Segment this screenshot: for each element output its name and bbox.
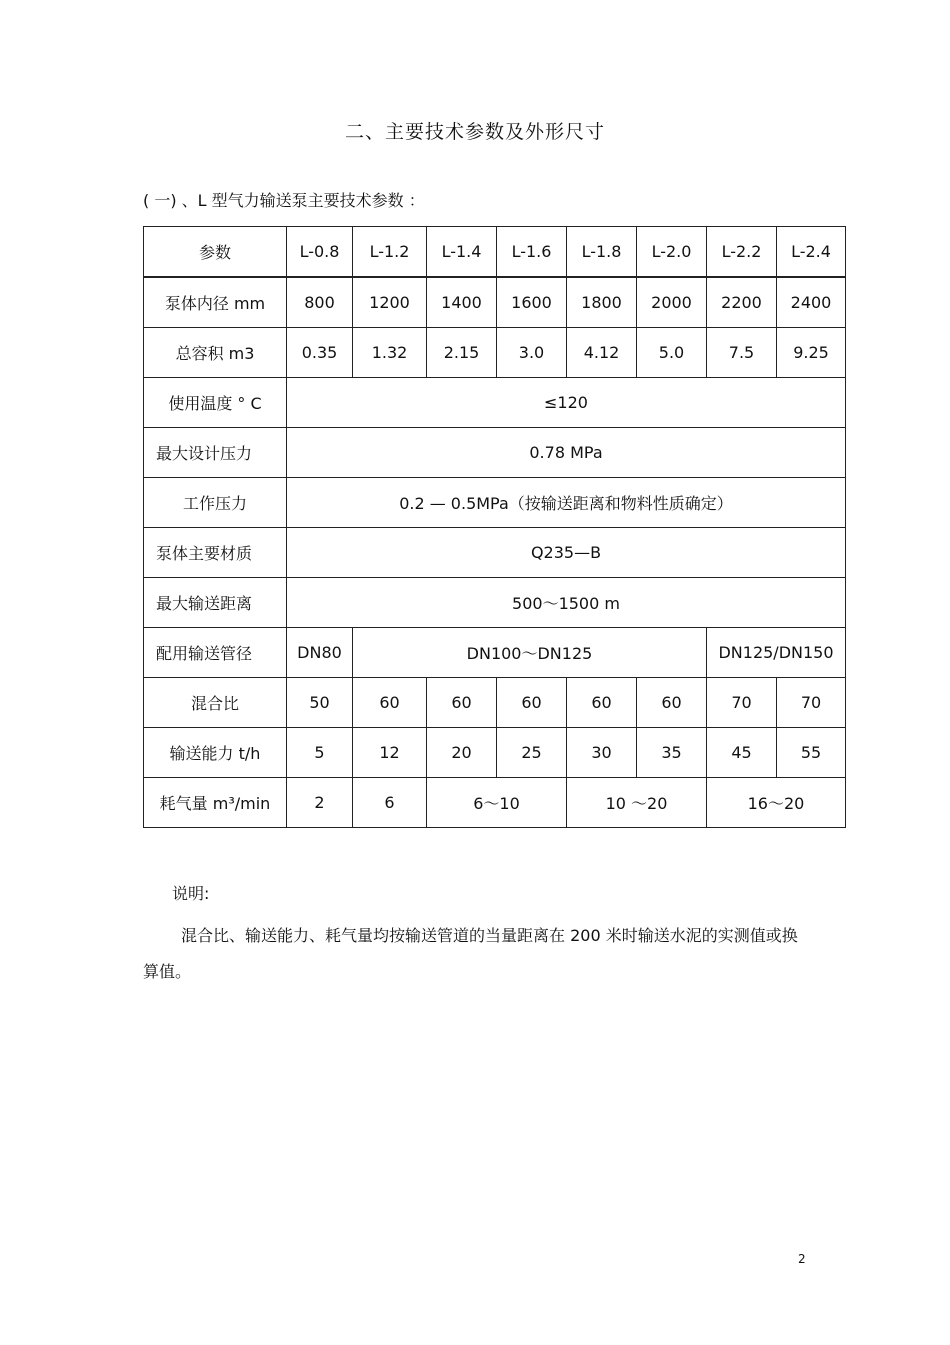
table-cell: 2.15 xyxy=(427,328,497,378)
note-label: 说明: xyxy=(172,884,210,903)
table-cell: 55 xyxy=(777,728,846,778)
header-cell: L-2.0 xyxy=(637,227,707,278)
table-cell: 0.78 MPa xyxy=(287,428,846,478)
table-row-pipe-diameter xyxy=(144,628,846,678)
row-label: 泵体主要材质 xyxy=(144,528,287,578)
table-cell: 70 xyxy=(777,678,846,728)
table-cell: DN100～DN125 xyxy=(353,628,707,678)
header-cell: L-0.8 xyxy=(287,227,353,278)
table-cell: ≤120 xyxy=(287,378,846,428)
table-cell: 1.32 xyxy=(353,328,427,378)
table-cell: 45 xyxy=(707,728,777,778)
row-label: 总容积 m3 xyxy=(144,328,287,378)
table-cell: 60 xyxy=(637,678,707,728)
page-number: 2 xyxy=(798,1252,806,1266)
table-cell: 60 xyxy=(567,678,637,728)
table-cell: 6 xyxy=(353,778,427,828)
table-cell: 30 xyxy=(567,728,637,778)
table-row-temperature xyxy=(144,378,846,428)
table-cell: 5 xyxy=(287,728,353,778)
table-cell: 60 xyxy=(497,678,567,728)
table-row-mix-ratio xyxy=(144,678,846,728)
header-cell: L-1.6 xyxy=(497,227,567,278)
table-cell: DN125/DN150 xyxy=(707,628,846,678)
table-cell: 1800 xyxy=(567,277,637,328)
header-cell: L-1.8 xyxy=(567,227,637,278)
table-cell: 800 xyxy=(287,277,353,328)
table-header-row xyxy=(144,227,846,278)
table-cell: 500～1500 m xyxy=(287,578,846,628)
table-cell: 20 xyxy=(427,728,497,778)
row-label: 工作压力 xyxy=(144,478,287,528)
row-label: 耗气量 m³/min xyxy=(144,778,287,828)
header-cell: L-1.4 xyxy=(427,227,497,278)
header-cell: 参数 xyxy=(144,227,287,278)
table-cell: 3.0 xyxy=(497,328,567,378)
section-title: 二、主要技术参数及外形尺寸 xyxy=(344,121,605,143)
row-label: 泵体内径 mm xyxy=(144,277,287,328)
table-row-max-pressure xyxy=(144,428,846,478)
table-cell: 9.25 xyxy=(777,328,846,378)
header-cell: L-2.2 xyxy=(707,227,777,278)
table-row-capacity xyxy=(144,728,846,778)
table-cell: 1200 xyxy=(353,277,427,328)
table-cell: DN80 xyxy=(287,628,353,678)
table-cell: 7.5 xyxy=(707,328,777,378)
table-cell: 1600 xyxy=(497,277,567,328)
row-label: 混合比 xyxy=(144,678,287,728)
row-label: 配用输送管径 xyxy=(144,628,287,678)
table-cell: 70 xyxy=(707,678,777,728)
table-cell: 2 xyxy=(287,778,353,828)
table-cell: 35 xyxy=(637,728,707,778)
table-cell: 5.0 xyxy=(637,328,707,378)
row-label: 输送能力 t/h xyxy=(144,728,287,778)
table-row-material xyxy=(144,528,846,578)
table-cell: 1400 xyxy=(427,277,497,328)
table-cell: 60 xyxy=(427,678,497,728)
table-row-inner-diameter xyxy=(144,277,846,328)
row-label: 使用温度 ° C xyxy=(144,378,287,428)
table-cell: 2200 xyxy=(707,277,777,328)
table-cell: 0.2 — 0.5MPa（按输送距离和物料性质确定） xyxy=(287,478,846,528)
header-cell: L-1.2 xyxy=(353,227,427,278)
table-row-max-distance xyxy=(144,578,846,628)
table-cell: 16～20 xyxy=(707,778,846,828)
spec-table xyxy=(143,226,846,828)
table-row-work-pressure xyxy=(144,478,846,528)
row-label: 最大设计压力 xyxy=(144,428,287,478)
table-cell: 50 xyxy=(287,678,353,728)
table-cell: 2400 xyxy=(777,277,846,328)
table-cell: 2000 xyxy=(637,277,707,328)
table-cell: 12 xyxy=(353,728,427,778)
table-cell: 6～10 xyxy=(427,778,567,828)
table-cell: Q235—B xyxy=(287,528,846,578)
table-cell: 4.12 xyxy=(567,328,637,378)
header-cell: L-2.4 xyxy=(777,227,846,278)
table-row-volume xyxy=(144,328,846,378)
table-cell: 0.35 xyxy=(287,328,353,378)
note-text: 混合比、输送能力、耗气量均按输送管道的当量距离在 200 米时输送水泥的实测值或换算值。 xyxy=(143,926,798,981)
row-label: 最大输送距离 xyxy=(144,578,287,628)
table-row-air-consumption xyxy=(144,778,846,828)
table-caption: ( 一) 、L 型气力输送泵主要技术参数 ： xyxy=(143,191,425,210)
table-cell: 60 xyxy=(353,678,427,728)
table-cell: 25 xyxy=(497,728,567,778)
table-cell: 10 ～20 xyxy=(567,778,707,828)
